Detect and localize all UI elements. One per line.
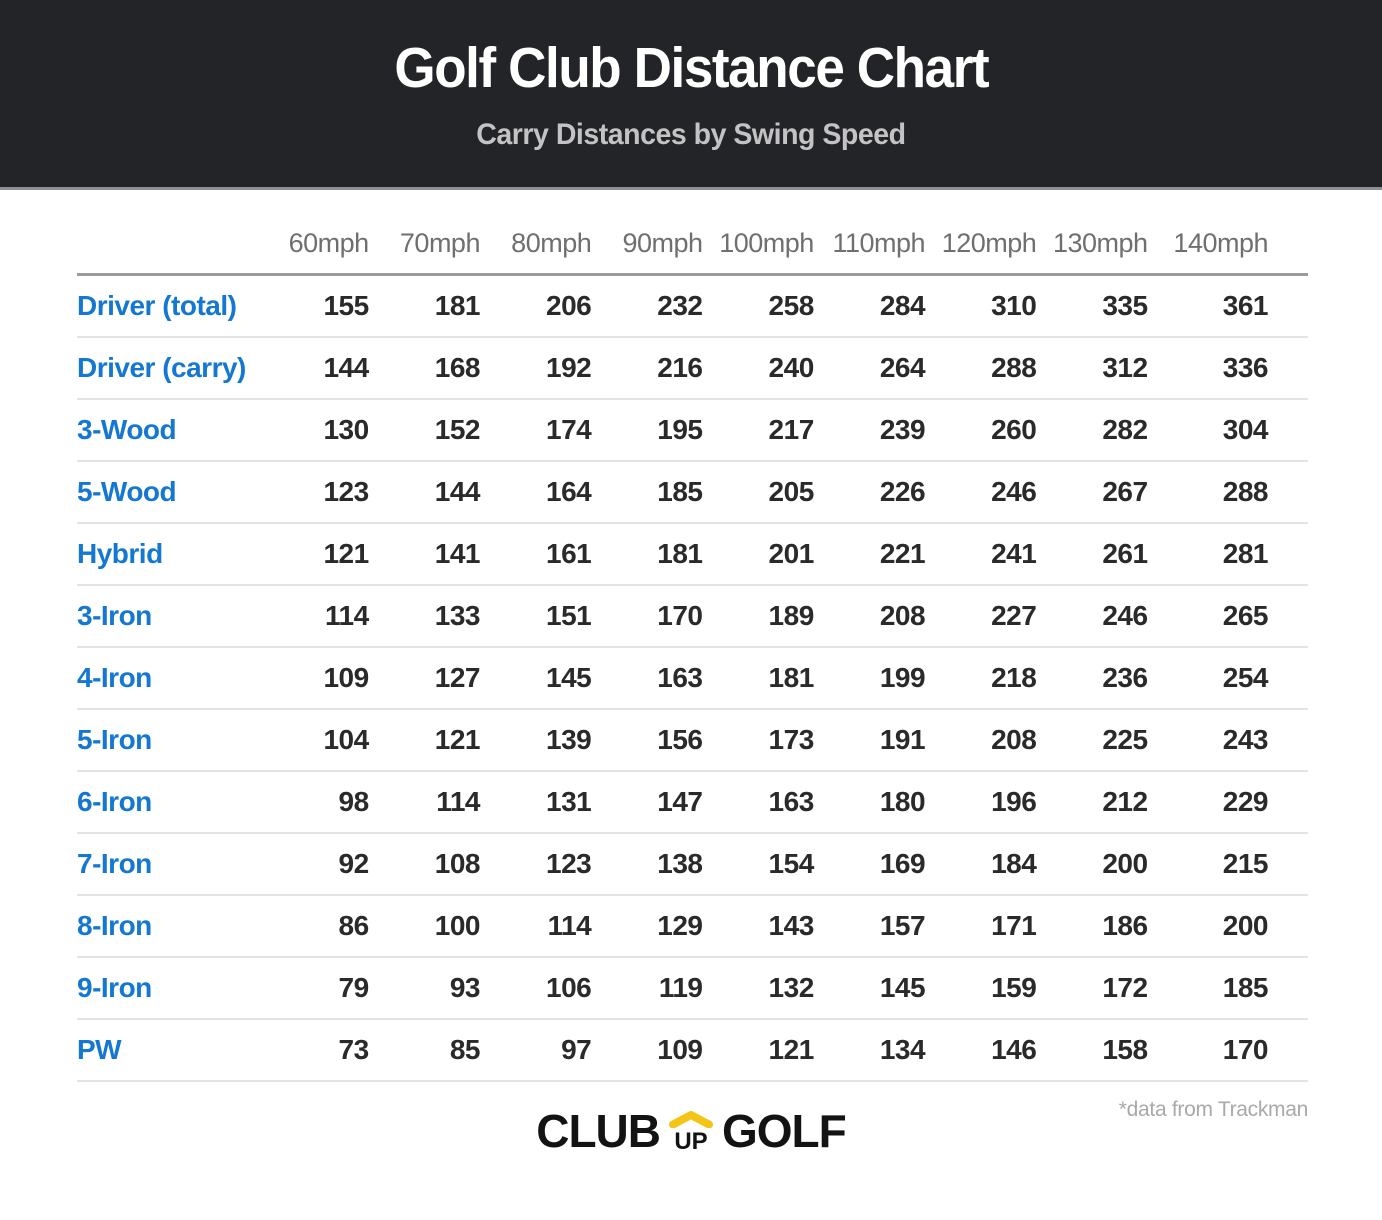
distance-cell: 114	[480, 895, 591, 957]
distance-cell: 215	[1148, 833, 1308, 895]
distance-cell: 217	[703, 399, 814, 461]
distance-cell: 93	[369, 957, 480, 1019]
distance-cell: 92	[257, 833, 368, 895]
distance-cell: 180	[814, 771, 925, 833]
distance-cell: 85	[369, 1019, 480, 1081]
table-row	[77, 1019, 1308, 1081]
table-row	[77, 709, 1308, 771]
distance-cell: 109	[591, 1019, 702, 1081]
distance-cell: 73	[257, 1019, 368, 1081]
distance-cell: 195	[591, 399, 702, 461]
distance-cell: 168	[369, 337, 480, 399]
distance-cell: 100	[369, 895, 480, 957]
distance-cell: 216	[591, 337, 702, 399]
distance-cell: 185	[1148, 957, 1308, 1019]
table-row	[77, 957, 1308, 1019]
distance-cell: 218	[925, 647, 1036, 709]
distance-cell: 181	[591, 523, 702, 585]
distance-cell: 172	[1036, 957, 1147, 1019]
distance-cell: 114	[257, 585, 368, 647]
distance-cell: 114	[369, 771, 480, 833]
distance-cell: 212	[1036, 771, 1147, 833]
club-label: 3-Wood	[77, 399, 257, 461]
distance-cell: 199	[814, 647, 925, 709]
distance-cell: 134	[814, 1019, 925, 1081]
speed-header: 70mph	[369, 228, 480, 275]
distance-cell: 133	[369, 585, 480, 647]
distance-cell: 130	[257, 399, 368, 461]
distance-cell: 335	[1036, 275, 1147, 338]
distance-cell: 243	[1148, 709, 1308, 771]
club-label: Driver (carry)	[77, 337, 257, 399]
distance-cell: 104	[257, 709, 368, 771]
club-label: 7-Iron	[77, 833, 257, 895]
distance-cell: 158	[1036, 1019, 1147, 1081]
distance-cell: 109	[257, 647, 368, 709]
distance-cell: 174	[480, 399, 591, 461]
distance-cell: 163	[591, 647, 702, 709]
distance-cell: 240	[703, 337, 814, 399]
distance-cell: 201	[703, 523, 814, 585]
distance-cell: 260	[925, 399, 1036, 461]
distance-cell: 225	[1036, 709, 1147, 771]
distance-cell: 143	[703, 895, 814, 957]
distance-cell: 170	[1148, 1019, 1308, 1081]
distance-cell: 97	[480, 1019, 591, 1081]
distance-cell: 159	[925, 957, 1036, 1019]
footer	[0, 1082, 1382, 1209]
distance-cell: 232	[591, 275, 702, 338]
distance-cell: 196	[925, 771, 1036, 833]
distance-cell: 288	[925, 337, 1036, 399]
distance-cell: 267	[1036, 461, 1147, 523]
speed-header: 120mph	[925, 228, 1036, 275]
distance-cell: 239	[814, 399, 925, 461]
distance-cell: 121	[257, 523, 368, 585]
page-subtitle: Carry Distances by Swing Speed	[476, 118, 906, 151]
distance-cell: 191	[814, 709, 925, 771]
distance-cell: 185	[591, 461, 702, 523]
distance-cell: 246	[925, 461, 1036, 523]
distance-cell: 200	[1148, 895, 1308, 957]
header-banner	[0, 0, 1382, 190]
distance-cell: 141	[369, 523, 480, 585]
distance-cell: 145	[814, 957, 925, 1019]
club-label: 8-Iron	[77, 895, 257, 957]
distance-cell: 98	[257, 771, 368, 833]
distance-cell: 221	[814, 523, 925, 585]
distance-cell: 264	[814, 337, 925, 399]
distance-cell: 152	[369, 399, 480, 461]
distance-cell: 121	[369, 709, 480, 771]
distance-cell: 227	[925, 585, 1036, 647]
distance-cell: 206	[480, 275, 591, 338]
distance-cell: 108	[369, 833, 480, 895]
table-row	[77, 275, 1308, 338]
distance-cell: 145	[480, 647, 591, 709]
distance-cell: 189	[703, 585, 814, 647]
table-row	[77, 895, 1308, 957]
distance-cell: 123	[257, 461, 368, 523]
distance-cell: 106	[480, 957, 591, 1019]
distance-cell: 284	[814, 275, 925, 338]
distance-cell: 205	[703, 461, 814, 523]
table-header-row	[77, 228, 1308, 275]
logo-word-golf: GOLF	[722, 1105, 846, 1157]
distance-cell: 164	[480, 461, 591, 523]
speed-header: 100mph	[703, 228, 814, 275]
distance-cell: 236	[1036, 647, 1147, 709]
speed-header: 140mph	[1148, 228, 1308, 275]
distance-cell: 121	[703, 1019, 814, 1081]
logo-word-club: CLUB	[536, 1105, 660, 1157]
club-label: Hybrid	[77, 523, 257, 585]
distance-cell: 184	[925, 833, 1036, 895]
distance-cell: 127	[369, 647, 480, 709]
distance-cell: 132	[703, 957, 814, 1019]
speed-header: 60mph	[257, 228, 368, 275]
page-title: Golf Club Distance Chart	[394, 36, 988, 100]
distance-cell: 186	[1036, 895, 1147, 957]
distance-cell: 144	[369, 461, 480, 523]
distance-cell: 336	[1148, 337, 1308, 399]
distance-cell: 147	[591, 771, 702, 833]
distance-cell: 241	[925, 523, 1036, 585]
source-note: *data from Trackman	[1118, 1098, 1308, 1121]
speed-header: 130mph	[1036, 228, 1147, 275]
club-label: 3-Iron	[77, 585, 257, 647]
club-label: Driver (total)	[77, 275, 257, 338]
speed-header: 80mph	[480, 228, 591, 275]
distance-cell: 169	[814, 833, 925, 895]
distance-cell: 119	[591, 957, 702, 1019]
distance-cell: 131	[480, 771, 591, 833]
distance-cell: 151	[480, 585, 591, 647]
distance-cell: 208	[814, 585, 925, 647]
distance-cell: 208	[925, 709, 1036, 771]
distance-cell: 254	[1148, 647, 1308, 709]
distance-cell: 226	[814, 461, 925, 523]
distance-cell: 123	[480, 833, 591, 895]
distance-cell: 86	[257, 895, 368, 957]
distance-cell: 155	[257, 275, 368, 338]
table-row	[77, 399, 1308, 461]
distance-cell: 144	[257, 337, 368, 399]
table-row	[77, 771, 1308, 833]
logo-word-up: UP	[674, 1128, 708, 1155]
club-label: PW	[77, 1019, 257, 1081]
distance-cell: 246	[1036, 585, 1147, 647]
distance-table-container	[77, 228, 1308, 1082]
distance-cell: 261	[1036, 523, 1147, 585]
chevron-up-icon	[669, 1111, 713, 1128]
distance-cell: 304	[1148, 399, 1308, 461]
distance-cell: 200	[1036, 833, 1147, 895]
distance-table	[77, 228, 1308, 1082]
club-label: 5-Wood	[77, 461, 257, 523]
distance-cell: 282	[1036, 399, 1147, 461]
distance-cell: 154	[703, 833, 814, 895]
club-label: 9-Iron	[77, 957, 257, 1019]
table-row	[77, 523, 1308, 585]
distance-cell: 171	[925, 895, 1036, 957]
table-row	[77, 461, 1308, 523]
table-row	[77, 337, 1308, 399]
distance-cell: 258	[703, 275, 814, 338]
table-row	[77, 647, 1308, 709]
distance-cell: 79	[257, 957, 368, 1019]
distance-cell: 361	[1148, 275, 1308, 338]
distance-cell: 181	[369, 275, 480, 338]
distance-cell: 288	[1148, 461, 1308, 523]
club-up-golf-logo	[0, 1105, 1382, 1157]
distance-cell: 310	[925, 275, 1036, 338]
table-row	[77, 585, 1308, 647]
distance-cell: 156	[591, 709, 702, 771]
distance-cell: 170	[591, 585, 702, 647]
distance-cell: 161	[480, 523, 591, 585]
distance-cell: 281	[1148, 523, 1308, 585]
speed-header: 110mph	[814, 228, 925, 275]
corner-cell	[77, 228, 257, 275]
distance-cell: 163	[703, 771, 814, 833]
distance-cell: 192	[480, 337, 591, 399]
logo-up-stack	[669, 1111, 713, 1154]
distance-cell: 139	[480, 709, 591, 771]
table-row	[77, 833, 1308, 895]
club-label: 6-Iron	[77, 771, 257, 833]
club-label: 5-Iron	[77, 709, 257, 771]
distance-cell: 173	[703, 709, 814, 771]
speed-header: 90mph	[591, 228, 702, 275]
distance-cell: 181	[703, 647, 814, 709]
distance-cell: 157	[814, 895, 925, 957]
distance-cell: 312	[1036, 337, 1147, 399]
distance-cell: 146	[925, 1019, 1036, 1081]
distance-cell: 229	[1148, 771, 1308, 833]
distance-cell: 138	[591, 833, 702, 895]
club-label: 4-Iron	[77, 647, 257, 709]
distance-cell: 265	[1148, 585, 1308, 647]
distance-cell: 129	[591, 895, 702, 957]
